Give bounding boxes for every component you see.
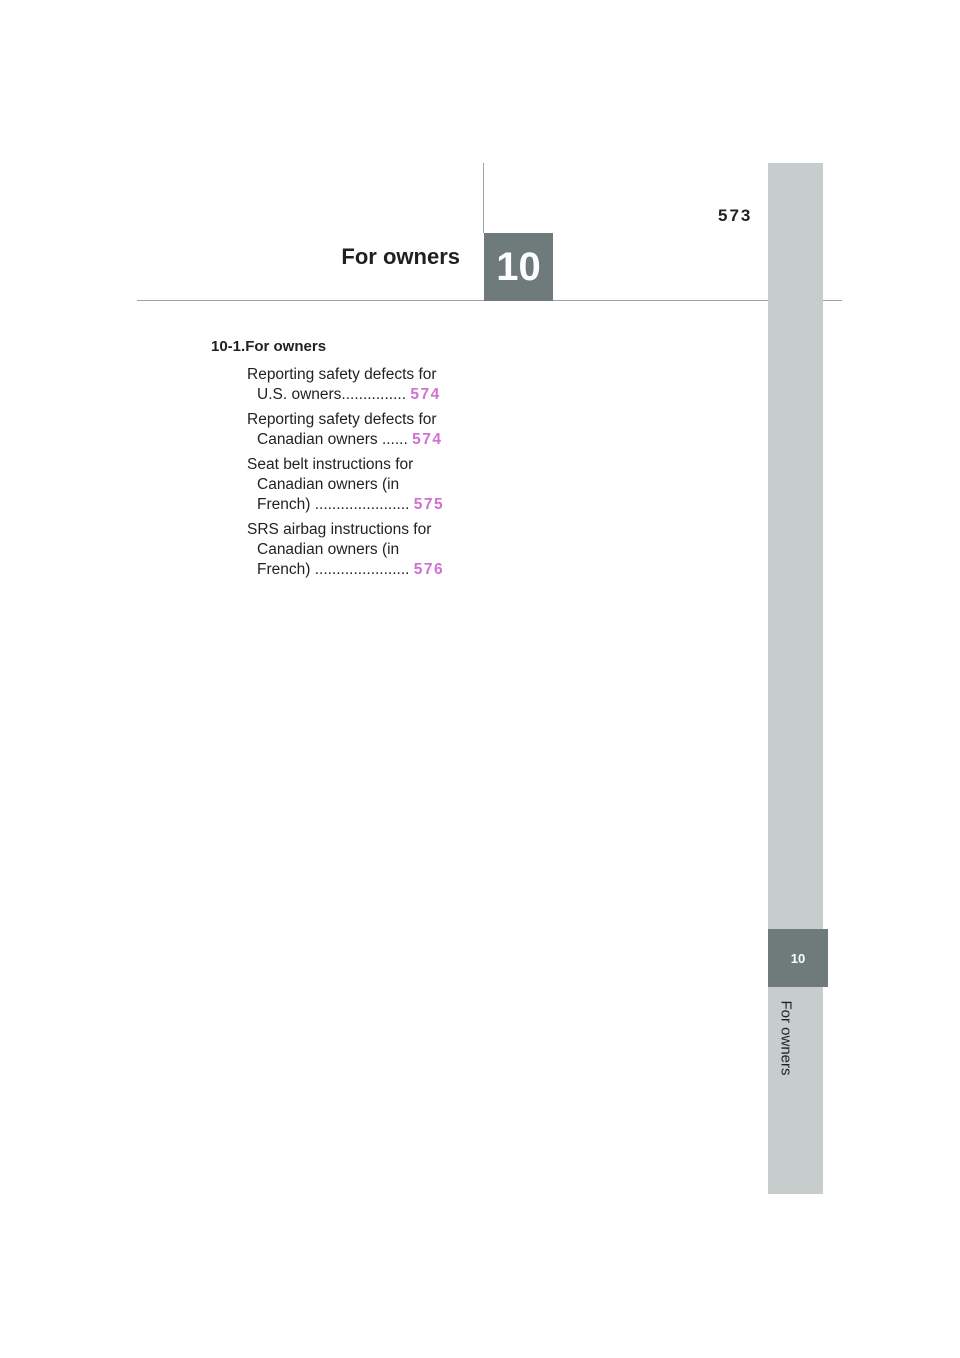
toc-section-heading: 10-1.For owners [211, 338, 327, 355]
toc-page-ref-link[interactable]: 576 [413, 561, 445, 578]
chapter-number-box: 10 [484, 233, 553, 301]
toc-entry-line: Canadian owners (in [257, 541, 400, 558]
toc-entry[interactable] [247, 455, 461, 515]
toc-page-ref-link[interactable]: 574 [410, 386, 441, 403]
toc-entry-line: French) ...................... [257, 561, 410, 578]
side-tab-number[interactable]: 10 [768, 929, 828, 987]
toc-entry-line: Reporting safety defects for [247, 366, 437, 383]
side-tab [768, 163, 823, 1194]
toc-entry[interactable] [247, 365, 461, 405]
toc-entry-line: Canadian owners (in [257, 476, 400, 493]
toc-page-ref-link[interactable]: 574 [412, 431, 443, 448]
toc-entry-line: French) ...................... [257, 496, 410, 513]
toc-page-ref-link[interactable]: 575 [413, 496, 445, 513]
toc-entry-line: Reporting safety defects for [247, 411, 437, 428]
header-vertical-rule [483, 163, 484, 233]
side-tab-label: For owners [777, 1000, 795, 1076]
page-number: 573 [718, 206, 753, 225]
toc-entry[interactable] [247, 520, 461, 580]
toc-entry-line: Canadian owners ...... [257, 431, 408, 448]
toc-entry[interactable] [247, 410, 461, 450]
table-of-contents [211, 336, 461, 585]
toc-entry-line: U.S. owners............... [257, 386, 407, 403]
chapter-title: For owners [341, 244, 460, 269]
toc-entry-line: Seat belt instructions for [247, 456, 414, 473]
toc-entry-line: SRS airbag instructions for [247, 521, 432, 538]
